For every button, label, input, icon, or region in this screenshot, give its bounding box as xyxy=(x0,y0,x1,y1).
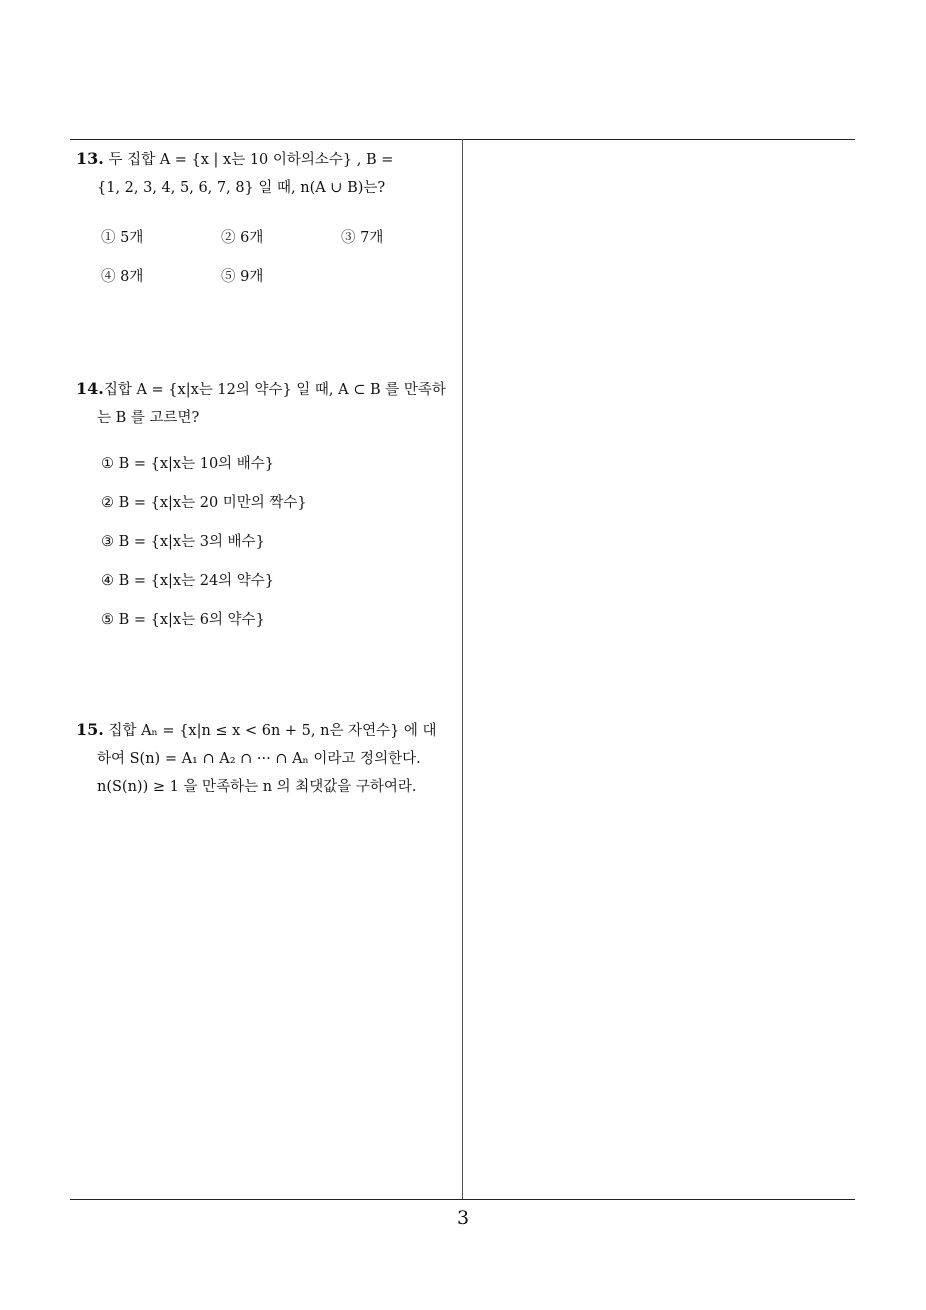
problem-15-text-1: 집합 Aₙ = {x|n ≤ x < 6n + 5, n은 자연수} 에 대 xyxy=(108,723,437,739)
problem-14 xyxy=(76,375,456,432)
choice-14-2[interactable]: ② B = {x|x는 20 미만의 짝수} xyxy=(101,495,307,511)
problem-15-number: 15. xyxy=(76,720,104,739)
problem-13-line-1 xyxy=(76,145,456,174)
choice-13-3[interactable]: ③ 7개 xyxy=(341,230,384,246)
choice-14-4[interactable]: ④ B = {x|x는 24의 약수} xyxy=(101,573,275,589)
choice-14-1[interactable]: ① B = {x|x는 10의 배수} xyxy=(101,456,275,472)
choice-13-2[interactable]: ② 6개 xyxy=(221,230,264,246)
choice-14-3[interactable]: ③ B = {x|x는 3의 배수} xyxy=(101,534,265,550)
problem-14-number: 14. xyxy=(76,379,104,398)
problem-14-text-1: 집합 A = {x|x는 12의 약수} 일 때, A ⊂ B 를 만족하 xyxy=(103,382,446,398)
problem-13-text-1: 두 집합 A = {x | x는 10 이하의소수} , B = xyxy=(108,152,394,168)
problem-15-line-3: n(S(n)) ≥ 1 을 만족하는 n 의 최댓값을 구하여라. xyxy=(97,779,417,795)
problem-15-line-2: 하여 S(n) = A₁ ∩ A₂ ∩ ··· ∩ Aₙ 이라고 정의한다. xyxy=(97,751,421,767)
choice-14-5[interactable]: ⑤ B = {x|x는 6의 약수} xyxy=(101,612,265,628)
problem-13-line-2: {1, 2, 3, 4, 5, 6, 7, 8} 일 때, n(A ∪ B)는? xyxy=(97,180,386,196)
problem-13 xyxy=(76,145,456,202)
problem-14-choices xyxy=(101,443,307,638)
choice-13-5[interactable]: ⑤ 9개 xyxy=(221,269,264,285)
problem-13-number: 13. xyxy=(76,149,104,168)
problem-13-choices xyxy=(101,217,461,295)
column-divider xyxy=(462,139,463,1200)
bottom-rule xyxy=(70,1199,855,1200)
choice-13-4[interactable]: ④ 8개 xyxy=(101,269,144,285)
page-number: 3 xyxy=(456,1207,470,1229)
choice-13-1[interactable]: ① 5개 xyxy=(101,230,144,246)
problem-14-line-2: 는 B 를 고르면? xyxy=(97,410,200,426)
problem-15 xyxy=(76,716,456,801)
